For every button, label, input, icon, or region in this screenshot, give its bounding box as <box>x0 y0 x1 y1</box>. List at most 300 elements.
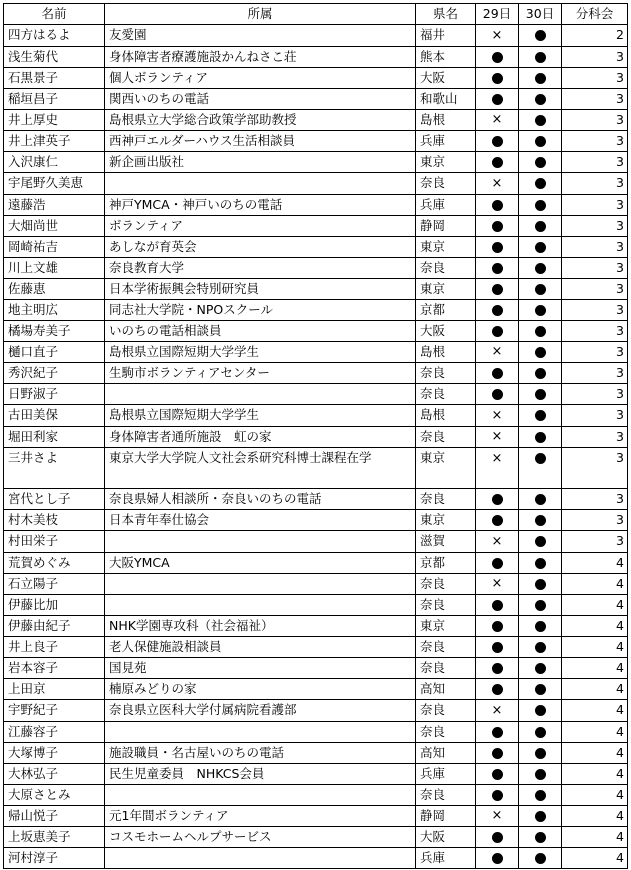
attendance-day29 <box>476 573 519 595</box>
attendance-day30 <box>519 510 562 531</box>
filled-circle-icon <box>492 621 503 632</box>
filled-circle-icon <box>535 579 546 590</box>
attendance-day29 <box>476 448 519 489</box>
participant-prefecture: 島根 <box>416 341 476 363</box>
participant-session: 2 <box>562 25 628 47</box>
attendance-day29 <box>476 700 519 722</box>
attendance-day29 <box>476 236 519 257</box>
attendance-day30 <box>519 236 562 257</box>
participant-prefecture: 東京 <box>416 278 476 299</box>
participant-session: 4 <box>562 721 628 742</box>
participant-session: 3 <box>562 426 628 448</box>
participant-prefecture: 島根 <box>416 109 476 131</box>
filled-circle-icon <box>535 221 546 232</box>
attendance-day29 <box>476 278 519 299</box>
cross-icon: × <box>491 533 503 549</box>
participant-prefecture: 福井 <box>416 25 476 47</box>
participant-name: 大原さとみ <box>4 784 105 805</box>
attendance-day30 <box>519 405 562 427</box>
participant-prefecture: 熊本 <box>416 46 476 67</box>
cross-icon: × <box>491 702 503 718</box>
filled-circle-icon <box>535 432 546 443</box>
participant-affiliation <box>105 595 416 616</box>
filled-circle-icon <box>535 536 546 547</box>
participant-affiliation: あしなが育英会 <box>105 236 416 257</box>
participant-prefecture: 兵庫 <box>416 131 476 152</box>
table-row <box>4 46 628 67</box>
filled-circle-icon <box>492 157 503 168</box>
filled-circle-icon <box>492 263 503 274</box>
filled-circle-icon <box>535 389 546 400</box>
attendance-day29 <box>476 109 519 131</box>
participant-name: 伊藤由紀子 <box>4 616 105 637</box>
header-day30: 30日 <box>519 4 562 25</box>
attendance-day30 <box>519 215 562 236</box>
filled-circle-icon <box>535 769 546 780</box>
participant-session: 3 <box>562 88 628 109</box>
cross-icon: × <box>491 112 503 127</box>
participant-prefecture: 和歌山 <box>416 88 476 109</box>
filled-circle-icon <box>535 305 546 316</box>
participant-name: 帰山悦子 <box>4 805 105 827</box>
filled-circle-icon <box>535 284 546 295</box>
participant-session: 3 <box>562 236 628 257</box>
attendance-day30 <box>519 173 562 195</box>
participant-session: 3 <box>562 173 628 195</box>
table-row <box>4 616 628 637</box>
cross-icon: × <box>491 450 503 466</box>
attendance-day29 <box>476 384 519 405</box>
participant-prefecture: 奈良 <box>416 363 476 384</box>
attendance-day29 <box>476 426 519 448</box>
filled-circle-icon <box>492 284 503 295</box>
participant-session: 4 <box>562 742 628 763</box>
attendance-day29 <box>476 616 519 637</box>
filled-circle-icon <box>535 684 546 695</box>
participant-session: 4 <box>562 573 628 595</box>
participant-affiliation: 島根県立国際短期大学学生 <box>105 341 416 363</box>
attendance-day29 <box>476 341 519 363</box>
participant-affiliation: 島根県立大学総合政策学部助教授 <box>105 109 416 131</box>
table-row <box>4 194 628 215</box>
filled-circle-icon <box>492 832 503 843</box>
participant-prefecture: 島根 <box>416 405 476 427</box>
participant-affiliation: 奈良教育大学 <box>105 257 416 278</box>
participant-affiliation: いのちの電話相談員 <box>105 320 416 341</box>
participant-session: 3 <box>562 257 628 278</box>
participant-prefecture: 東京 <box>416 448 476 489</box>
attendance-day29 <box>476 658 519 679</box>
filled-circle-icon <box>535 347 546 358</box>
participant-prefecture: 滋賀 <box>416 531 476 553</box>
table-row <box>4 363 628 384</box>
attendance-day29 <box>476 552 519 573</box>
participant-name: 橘場寿美子 <box>4 320 105 341</box>
participant-session: 4 <box>562 552 628 573</box>
participant-name: 浅生菊代 <box>4 46 105 67</box>
cross-icon: × <box>491 27 503 43</box>
filled-circle-icon <box>492 853 503 864</box>
participant-prefecture: 奈良 <box>416 573 476 595</box>
participant-name: 岡崎祐吉 <box>4 236 105 257</box>
participant-affiliation: 元1年間ボランティア <box>105 805 416 827</box>
participant-session: 3 <box>562 299 628 320</box>
participant-session: 3 <box>562 510 628 531</box>
participant-affiliation: 新企画出版社 <box>105 152 416 173</box>
participant-name: 江藤容子 <box>4 721 105 742</box>
participant-affiliation: 関西いのちの電話 <box>105 88 416 109</box>
attendance-day30 <box>519 299 562 320</box>
table-row <box>4 742 628 763</box>
participant-name: 大林弘子 <box>4 763 105 784</box>
header-row <box>4 4 628 25</box>
participant-name: 堀田利家 <box>4 426 105 448</box>
participant-session: 4 <box>562 679 628 700</box>
participant-prefecture: 大阪 <box>416 320 476 341</box>
header-day29: 29日 <box>476 4 519 25</box>
attendance-day30 <box>519 363 562 384</box>
participant-name: 四方はるよ <box>4 25 105 47</box>
participant-name: 大畑尚世 <box>4 215 105 236</box>
participant-name: 樋口直子 <box>4 341 105 363</box>
filled-circle-icon <box>535 811 546 822</box>
filled-circle-icon <box>492 136 503 147</box>
participant-prefecture: 京都 <box>416 552 476 573</box>
table-row <box>4 67 628 88</box>
table-row <box>4 679 628 700</box>
participant-affiliation <box>105 784 416 805</box>
attendance-day29 <box>476 742 519 763</box>
participant-session: 3 <box>562 131 628 152</box>
participant-session: 4 <box>562 595 628 616</box>
participant-prefecture: 兵庫 <box>416 194 476 215</box>
table-row <box>4 805 628 827</box>
table-row <box>4 341 628 363</box>
table-row <box>4 215 628 236</box>
participant-name: 伊藤比加 <box>4 595 105 616</box>
participant-name: 井上津英子 <box>4 131 105 152</box>
table-row <box>4 552 628 573</box>
attendance-day30 <box>519 320 562 341</box>
table-row <box>4 510 628 531</box>
table-row <box>4 384 628 405</box>
participant-prefecture: 高知 <box>416 742 476 763</box>
filled-circle-icon <box>492 727 503 738</box>
attendance-day30 <box>519 448 562 489</box>
participant-name: 佐藤恵 <box>4 278 105 299</box>
filled-circle-icon <box>535 515 546 526</box>
participant-prefecture: 兵庫 <box>416 763 476 784</box>
attendance-day29 <box>476 363 519 384</box>
filled-circle-icon <box>535 178 546 189</box>
attendance-day29 <box>476 46 519 67</box>
table-row <box>4 595 628 616</box>
cross-icon: × <box>491 175 503 191</box>
table-row <box>4 405 628 427</box>
attendance-day30 <box>519 679 562 700</box>
table-body <box>4 25 628 869</box>
filled-circle-icon <box>492 494 503 505</box>
table-row <box>4 320 628 341</box>
participant-prefecture: 東京 <box>416 616 476 637</box>
table-row <box>4 658 628 679</box>
cross-icon: × <box>491 576 503 591</box>
participant-prefecture: 大阪 <box>416 827 476 848</box>
participant-name: 三井さよ <box>4 448 105 489</box>
participant-affiliation: 奈良県婦人相談所・奈良いのちの電話 <box>105 489 416 510</box>
table-row <box>4 489 628 510</box>
participant-session: 3 <box>562 384 628 405</box>
table-row <box>4 278 628 299</box>
filled-circle-icon <box>492 242 503 253</box>
attendance-day30 <box>519 595 562 616</box>
participant-affiliation: 奈良県立医科大学付属病院看護部 <box>105 700 416 722</box>
participant-prefecture: 奈良 <box>416 700 476 722</box>
attendance-day29 <box>476 595 519 616</box>
participant-session: 3 <box>562 278 628 299</box>
participant-session: 4 <box>562 848 628 869</box>
filled-circle-icon <box>535 410 546 421</box>
attendance-day29 <box>476 531 519 553</box>
participant-prefecture: 奈良 <box>416 721 476 742</box>
participant-session: 3 <box>562 341 628 363</box>
attendance-day29 <box>476 763 519 784</box>
table-row <box>4 784 628 805</box>
participant-affiliation: 西神戸エルダーハウス生活相談員 <box>105 131 416 152</box>
participant-affiliation <box>105 173 416 195</box>
filled-circle-icon <box>535 200 546 211</box>
participant-name: 宮代とし子 <box>4 489 105 510</box>
filled-circle-icon <box>535 790 546 801</box>
filled-circle-icon <box>535 30 546 41</box>
participant-name: 村田栄子 <box>4 531 105 553</box>
participant-name: 川上文雄 <box>4 257 105 278</box>
participant-affiliation: ボランティア <box>105 215 416 236</box>
attendance-day30 <box>519 742 562 763</box>
filled-circle-icon <box>535 263 546 274</box>
attendance-day30 <box>519 426 562 448</box>
participant-affiliation: 楠原みどりの家 <box>105 679 416 700</box>
participant-session: 3 <box>562 489 628 510</box>
participant-name: 大塚博子 <box>4 742 105 763</box>
attendance-day29 <box>476 489 519 510</box>
filled-circle-icon <box>535 115 546 126</box>
filled-circle-icon <box>492 558 503 569</box>
attendance-day29 <box>476 67 519 88</box>
table-row <box>4 531 628 553</box>
header-name: 名前 <box>4 4 105 25</box>
attendance-day30 <box>519 131 562 152</box>
table-row <box>4 25 628 47</box>
attendance-day30 <box>519 109 562 131</box>
participant-prefecture: 京都 <box>416 299 476 320</box>
participant-prefecture: 奈良 <box>416 173 476 195</box>
participant-session: 4 <box>562 616 628 637</box>
participant-affiliation: 施設職員・名古屋いのちの電話 <box>105 742 416 763</box>
participant-affiliation: 老人保健施設相談員 <box>105 637 416 658</box>
participant-prefecture: 東京 <box>416 236 476 257</box>
header-affiliation: 所属 <box>105 4 416 25</box>
participant-session: 3 <box>562 320 628 341</box>
participant-session: 3 <box>562 194 628 215</box>
attendance-day29 <box>476 848 519 869</box>
participant-affiliation <box>105 848 416 869</box>
filled-circle-icon <box>535 368 546 379</box>
filled-circle-icon <box>492 326 503 337</box>
filled-circle-icon <box>492 389 503 400</box>
participant-affiliation: 友愛園 <box>105 25 416 47</box>
participant-prefecture: 奈良 <box>416 489 476 510</box>
table-row <box>4 763 628 784</box>
participant-affiliation <box>105 384 416 405</box>
participant-affiliation: 大阪YMCA <box>105 552 416 573</box>
header-prefecture: 県名 <box>416 4 476 25</box>
attendance-day30 <box>519 637 562 658</box>
filled-circle-icon <box>535 242 546 253</box>
participant-name: 日野淑子 <box>4 384 105 405</box>
participant-table <box>3 3 628 869</box>
participant-affiliation: 日本青年奉仕協会 <box>105 510 416 531</box>
filled-circle-icon <box>492 684 503 695</box>
filled-circle-icon <box>492 221 503 232</box>
participant-affiliation: NHK学園専攻科（社会福祉） <box>105 616 416 637</box>
attendance-day29 <box>476 299 519 320</box>
participant-affiliation: 同志社大学院・NPOスクール <box>105 299 416 320</box>
participant-name: 荒賀めぐみ <box>4 552 105 573</box>
attendance-day30 <box>519 784 562 805</box>
participant-name: 村木美枝 <box>4 510 105 531</box>
attendance-day30 <box>519 763 562 784</box>
attendance-day29 <box>476 257 519 278</box>
filled-circle-icon <box>492 600 503 611</box>
table-row <box>4 299 628 320</box>
participant-session: 4 <box>562 637 628 658</box>
cross-icon: × <box>491 808 503 823</box>
filled-circle-icon <box>492 73 503 84</box>
attendance-day29 <box>476 827 519 848</box>
filled-circle-icon <box>535 663 546 674</box>
participant-name: 宇野紀子 <box>4 700 105 722</box>
participant-prefecture: 奈良 <box>416 426 476 448</box>
attendance-day30 <box>519 489 562 510</box>
table-row <box>4 827 628 848</box>
attendance-day30 <box>519 341 562 363</box>
attendance-day29 <box>476 152 519 173</box>
filled-circle-icon <box>535 558 546 569</box>
attendance-day29 <box>476 721 519 742</box>
attendance-day30 <box>519 384 562 405</box>
filled-circle-icon <box>492 790 503 801</box>
table-row <box>4 257 628 278</box>
attendance-day30 <box>519 152 562 173</box>
attendance-day30 <box>519 805 562 827</box>
attendance-day30 <box>519 67 562 88</box>
participant-prefecture: 静岡 <box>416 215 476 236</box>
attendance-day30 <box>519 700 562 722</box>
table-row <box>4 173 628 195</box>
table-row <box>4 848 628 869</box>
participant-affiliation: 生駒市ボランティアセンター <box>105 363 416 384</box>
attendance-day29 <box>476 679 519 700</box>
attendance-day30 <box>519 88 562 109</box>
attendance-day29 <box>476 405 519 427</box>
attendance-day30 <box>519 573 562 595</box>
filled-circle-icon <box>535 705 546 716</box>
table-row <box>4 637 628 658</box>
attendance-day29 <box>476 805 519 827</box>
filled-circle-icon <box>492 94 503 105</box>
filled-circle-icon <box>492 769 503 780</box>
participant-name: 河村淳子 <box>4 848 105 869</box>
participant-prefecture: 大阪 <box>416 67 476 88</box>
participant-affiliation: 国見苑 <box>105 658 416 679</box>
participant-session: 4 <box>562 763 628 784</box>
participant-name: 秀沢紀子 <box>4 363 105 384</box>
attendance-day30 <box>519 616 562 637</box>
participant-prefecture: 兵庫 <box>416 848 476 869</box>
participant-affiliation: 日本学術振興会特別研究員 <box>105 278 416 299</box>
filled-circle-icon <box>535 52 546 63</box>
attendance-day29 <box>476 25 519 47</box>
participant-name: 井上良子 <box>4 637 105 658</box>
participant-affiliation <box>105 531 416 553</box>
participant-prefecture: 奈良 <box>416 595 476 616</box>
participant-session: 3 <box>562 448 628 489</box>
participant-affiliation: 神戸YMCA・神戸いのちの電話 <box>105 194 416 215</box>
attendance-day29 <box>476 510 519 531</box>
attendance-day29 <box>476 88 519 109</box>
table-row <box>4 152 628 173</box>
participant-session: 4 <box>562 827 628 848</box>
participant-affiliation: 島根県立国際短期大学学生 <box>105 405 416 427</box>
filled-circle-icon <box>535 600 546 611</box>
participant-name: 井上厚史 <box>4 109 105 131</box>
attendance-day30 <box>519 25 562 47</box>
participant-session: 4 <box>562 805 628 827</box>
filled-circle-icon <box>492 52 503 63</box>
filled-circle-icon <box>535 136 546 147</box>
participant-prefecture: 東京 <box>416 510 476 531</box>
cross-icon: × <box>491 344 503 359</box>
filled-circle-icon <box>492 200 503 211</box>
participant-session: 3 <box>562 405 628 427</box>
attendance-day29 <box>476 215 519 236</box>
attendance-day29 <box>476 784 519 805</box>
cross-icon: × <box>491 407 503 423</box>
participant-prefecture: 奈良 <box>416 784 476 805</box>
filled-circle-icon <box>535 94 546 105</box>
filled-circle-icon <box>535 621 546 632</box>
table-row <box>4 236 628 257</box>
filled-circle-icon <box>535 326 546 337</box>
participant-name: 入沢康仁 <box>4 152 105 173</box>
filled-circle-icon <box>535 727 546 738</box>
participant-name: 稲垣昌子 <box>4 88 105 109</box>
table-row <box>4 700 628 722</box>
attendance-day30 <box>519 257 562 278</box>
attendance-day29 <box>476 320 519 341</box>
attendance-day29 <box>476 194 519 215</box>
participant-prefecture: 奈良 <box>416 658 476 679</box>
attendance-day30 <box>519 721 562 742</box>
participant-session: 3 <box>562 46 628 67</box>
attendance-day30 <box>519 531 562 553</box>
participant-name: 石黒景子 <box>4 67 105 88</box>
cross-icon: × <box>491 429 503 444</box>
filled-circle-icon <box>535 453 546 464</box>
table-row <box>4 88 628 109</box>
participant-affiliation: 民生児童委員 NHKCS会員 <box>105 763 416 784</box>
